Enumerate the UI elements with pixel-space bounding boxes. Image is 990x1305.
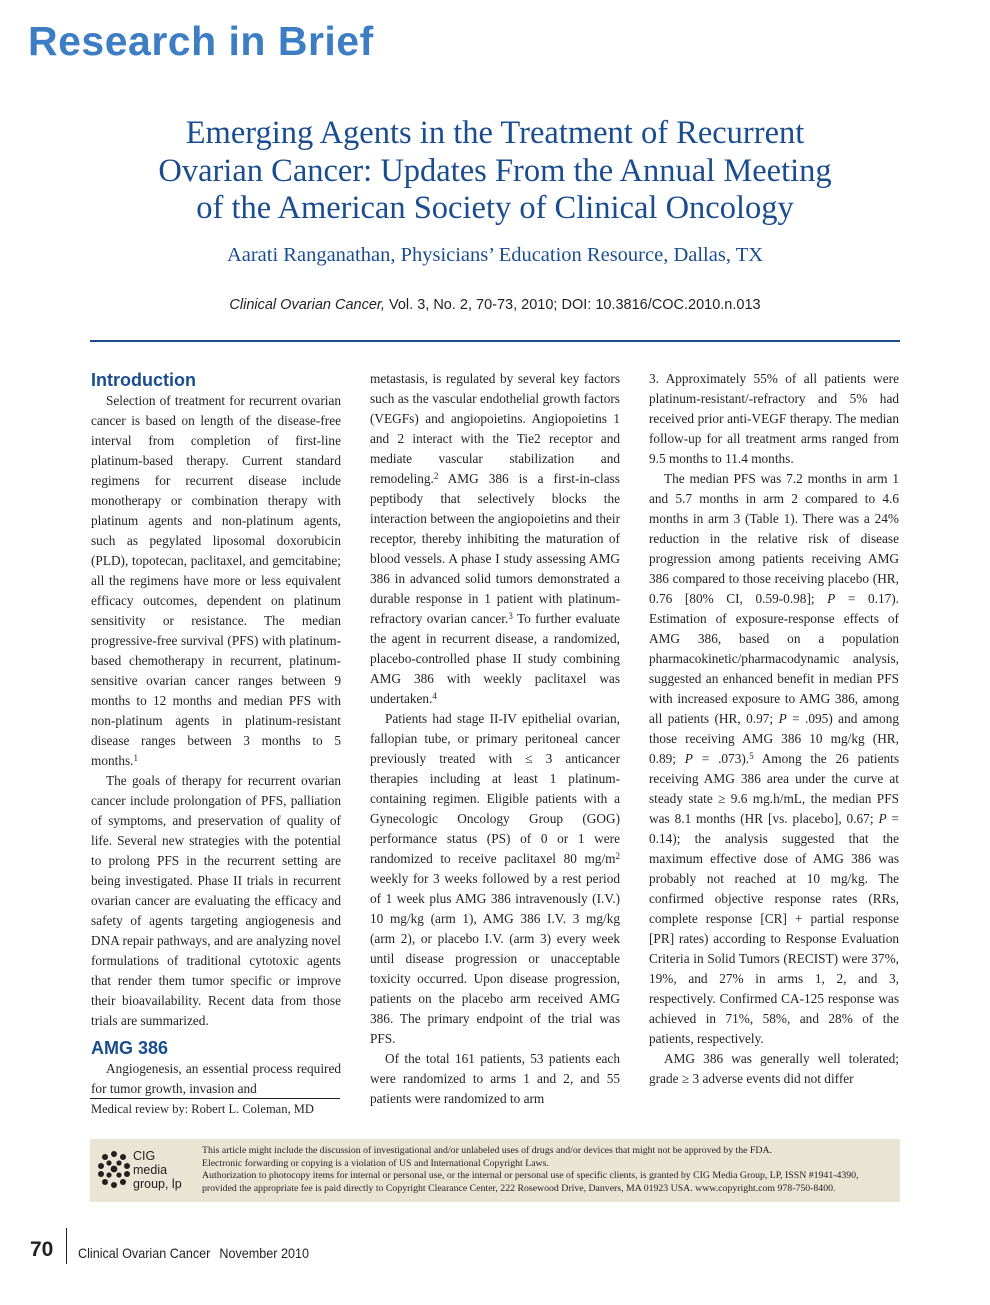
article-title [100,115,890,228]
column-3 [649,369,899,1089]
column-2 [370,369,620,1109]
footnote-rule [90,1098,340,1099]
logo-text: CIG media group, lp [133,1149,182,1191]
paragraph: Selection of treatment for recurrent ovarian cancer is based on length of the disease-free interval from completion of first-line platinum-based therapy. Current standard regimens for recurrent disease include monotherapy or combination therapy with platinum agents and non-platinum agents, such as pegylated liposomal doxorubicin (PLD), topotecan, paclitaxel, and gemcitabine; all the regimens have more or less equivalent efficacy outcomes, dependent on platinum sensitivity or resistance. The median progressive-free survival (PFS) with platinum-based chemotherapy in recurrent, platinum-sensitive ovarian cancer ranges between 9 months to 12 months and median PFS with non-platinum agents in platinum-resistant disease ranges between 3 months to 5 months.$^1$ [91,393,341,768]
citation-journal: Clinical Ovarian Cancer, [229,297,385,313]
footer-separator [66,1228,67,1264]
reference-marker: 5 [749,751,754,761]
citation-details: Vol. 3, No. 2, 70-73, 2010; DOI: 10.3816/COC.2010.n.013 [384,297,761,313]
paragraph: The goals of therapy for recurrent ovarian cancer include prolongation of PFS, palliation of symptoms, and preservation of quality of life. Several new strategies with the potential to prolong PFS in the recurrent setting are being investigated. Phase II trials in recurrent ovarian cancer are evaluating the efficacy and safety of agents targeting angiogenesis and DNA repair pathways, and are analyzing novel formulations of traditional cytotoxic agents that render them tumor specific or improve their bioavailability. Recent data from those trials are summarized. [91,773,341,1028]
page-number: 70 [30,1238,54,1261]
title-line: Ovarian Cancer: Updates From the Annual Meeting [158,152,832,189]
paragraph: Patients had stage II-IV epithelial ovarian, fallopian tube, or primary peritoneal cancer previously treated with ≤ 3 anticancer therapies including at least 1 platinum-containing regimen. Eligible patients with a Gynecologic Oncology Group (GOG) performance status (PS) of 0 or 1 were randomized to receive paclitaxel 80 $mg/m^2$ weekly for 3 weeks followed by a rest period of 1 week plus AMG 386 intravenously (I.V.) 10 mg/kg (arm 1), AMG 386 I.V. 3 mg/kg (arm 2), or placebo I.V. (arm 3) every week until disease progression or unacceptable toxicity occurred. Upon disease progression, patients on the placebo arm received AMG 386. The primary endpoint of the trial was PFS. [370,711,620,1046]
reference-marker: 3 [508,611,513,621]
reference-marker: 1 [133,753,138,763]
title-line: Emerging Agents in the Treatment of Recurrent [185,115,805,151]
issue-date: November 2010 [219,1245,310,1261]
paragraph: 3. Approximately 55% of all patients were platinum-resistant/-refractory and 5% had received prior anti-VEGF therapy. The median follow-up for all treatment arms ranged from 9.5 months to 11.4 months. [649,371,899,466]
paragraph: Of the total 161 patients, 53 patients each were randomized to arms 1 and 2, and 55 patients were randomized to arm [370,1051,620,1106]
citation [100,297,890,313]
journal-name: Clinical Ovarian Cancer [78,1245,211,1261]
paragraph: Angiogenesis, an essential process required for tumor growth, invasion and [91,1061,341,1096]
copyright-notice: This article might include the discussion of investigational and/or unlabeled uses of drugs and/or devices that might not be approved by the FDA. Electronic forwarding or copying is a violation of US and International Copyright Laws. Authorization to photocopy items for internal or personal use, or the internal or personal use of specific clients, is granted by CIG Media Group, LP, ISSN #1941-4390, provided the appropriate fee is paid directly to Copyright Clearance Center, 222 Rosewood Drive, Danvers, MA 01923 USA. www.copyright.com 978-750-8400. [202,1145,859,1194]
heading-amg-386: AMG 386 [91,1038,169,1058]
paragraph: The median PFS was 7.2 months in arm 1 and 5.7 months in arm 2 compared to 4.6 months in arm 3 (Table 1). There was a 24% reduction in the relative risk of disease progression among patients receiving AMG 386 compared to those receiving placebo (HR, 0.76 [80% CI, 0.59-0.98]; P = 0.17). Estimation of exposure-response effects of AMG 386, based on a population pharmacokinetic/pharmacodynamic analysis, suggested an enhanced benefit in median PFS with increased exposure to AMG 386, among all patients (HR, 0.97; P = .095) and among those receiving AMG 386 10 mg/kg (HR, 0.89; P = .073).$^5$ Among the 26 patients receiving AMG 386 area under the curve at steady state ≥ 9.6 mg.h/mL, the median PFS was 8.1 months (HR [vs. placebo], 0.67; P = 0.14); the analysis suggested that the maximum effective dose of AMG 386 was probably not reached at 10 mg/kg. The confirmed objective response rates (RRs, complete response [CR] + partial response [PR] rates) according to Response Evaluation Criteria in Solid Tumors (RECIST) were 37%, 19%, and 27% in arms 1, 2, and 3, respectively. Confirmed CA-125 response was achieved in 71%, 58%, and 28% of the patients, respectively. [649,471,900,1046]
paragraph: metastasis, is regulated by several key factors such as the vascular endothelial growth factors (VEGFs) and angiopoietins. Angiopoietins 1 and 2 interact with the Tie2 receptor and mediate vascular stabilization and remodeling.$^2$ AMG 386 is a first-in-class peptibody that selectively blocks the interaction between the angiopoietins and their receptor, thereby inhibiting the maturation of blood vessels. A phase I study assessing AMG 386 in advanced solid tumors demonstrated a durable response in 1 patient with platinum-refractory ovarian cancer.$^3$ To further evaluate the agent in recurrent disease, a randomized, placebo-controlled phase II study combining AMG 386 with weekly paclitaxel was undertaken.$^4$ [370,371,621,706]
superscript: 2 [615,851,620,861]
reference-marker: 4 [432,691,437,701]
author-line: Aarati Ranganathan, Physicians’ Education Resource, Dallas, TX [226,244,764,266]
paragraph: AMG 386 was generally well tolerated; grade ≥ 3 adverse events did not differ [649,1051,899,1086]
header-rule [90,340,900,342]
running-footer [78,1245,309,1261]
heading-introduction: Introduction [91,370,196,390]
section-banner: Research in Brief [28,18,374,64]
medical-review-note: Medical review by: Robert L. Coleman, MD [91,1102,314,1116]
reference-marker: 2 [433,471,439,481]
column-1 [91,369,341,1099]
title-line: of the American Society of Clinical Oncology [196,190,794,226]
